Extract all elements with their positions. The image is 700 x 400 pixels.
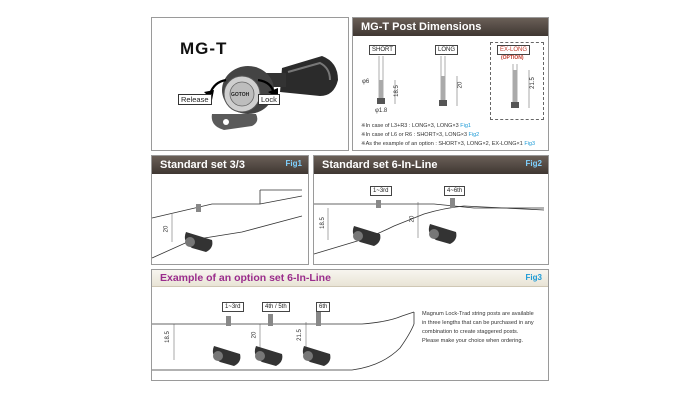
option-set-title: Example of an option set 6-In-Line	[152, 270, 548, 287]
standard-3x3-panel	[151, 155, 309, 265]
standard-3x3-dim: 20	[163, 225, 170, 233]
std6-tag-1to3: 1~3rd	[370, 186, 392, 196]
standard-6inline-fig: Fig2	[525, 159, 542, 168]
dim-exlong-height: 21.5	[529, 77, 536, 89]
option-set-panel	[151, 269, 549, 381]
standard-3x3-fig: Fig1	[285, 159, 302, 168]
std6-dim-2: 20	[409, 215, 416, 223]
note-2: ※In case of L6 or R6 : SHORT×3, LONG×3 Fig2	[361, 132, 480, 138]
post-dimensions-title: MG-T Post Dimensions	[353, 18, 548, 36]
standard-6inline-title: Standard set 6-In-Line	[314, 156, 548, 174]
short-label: SHORT	[369, 45, 396, 55]
headstock-3x3-drawing	[152, 156, 310, 266]
mgt-logo: MG-T	[180, 39, 228, 58]
post-dimensions-panel	[352, 17, 549, 151]
headstock-6inline-drawing	[314, 156, 550, 266]
dim-long-height: 20	[457, 81, 464, 89]
option-dim-2: 20	[251, 331, 258, 339]
mgt-illustration-panel	[151, 17, 349, 151]
exlong-label: EX-LONG	[497, 45, 530, 55]
dim-phi6: φ6	[362, 79, 370, 85]
option-label: (OPTION)	[501, 55, 524, 61]
dim-phi18: φ1.8	[375, 108, 388, 114]
option-dim-3: 21.5	[296, 329, 303, 341]
note-3: ※As the example of an option : SHORT×3, LONG×2, EX-LONG×1 Fig3	[361, 141, 536, 147]
option-tag-6th: 6th	[316, 302, 330, 312]
option-tag-1to3: 1~3rd	[222, 302, 244, 312]
note-1: ※In case of L3+R3 : LONG×3, LONG×3 Fig1	[361, 123, 471, 129]
option-set-fig: Fig3	[525, 273, 542, 282]
standard-3x3-title: Standard set 3/3	[152, 156, 308, 174]
tuner-illustration	[152, 18, 350, 152]
dim-short-height: 18.5	[393, 85, 400, 97]
release-label: Release	[178, 94, 212, 105]
option-dim-1: 18.5	[164, 331, 171, 343]
lock-label: Lock	[258, 94, 280, 105]
option-description: Magnum Lock-Trad string posts are available in three lengths that can be purchased in any combination to create staggered posts. Please make your choice when ordering.	[422, 311, 534, 344]
option-tag-4th5th: 4th / 5th	[262, 302, 290, 312]
knob-brand-text: GOTOH	[231, 92, 250, 98]
long-label: LONG	[435, 45, 458, 55]
standard-6inline-panel	[313, 155, 549, 265]
std6-tag-4to6: 4~6th	[444, 186, 465, 196]
std6-dim-1: 18.5	[319, 217, 326, 229]
